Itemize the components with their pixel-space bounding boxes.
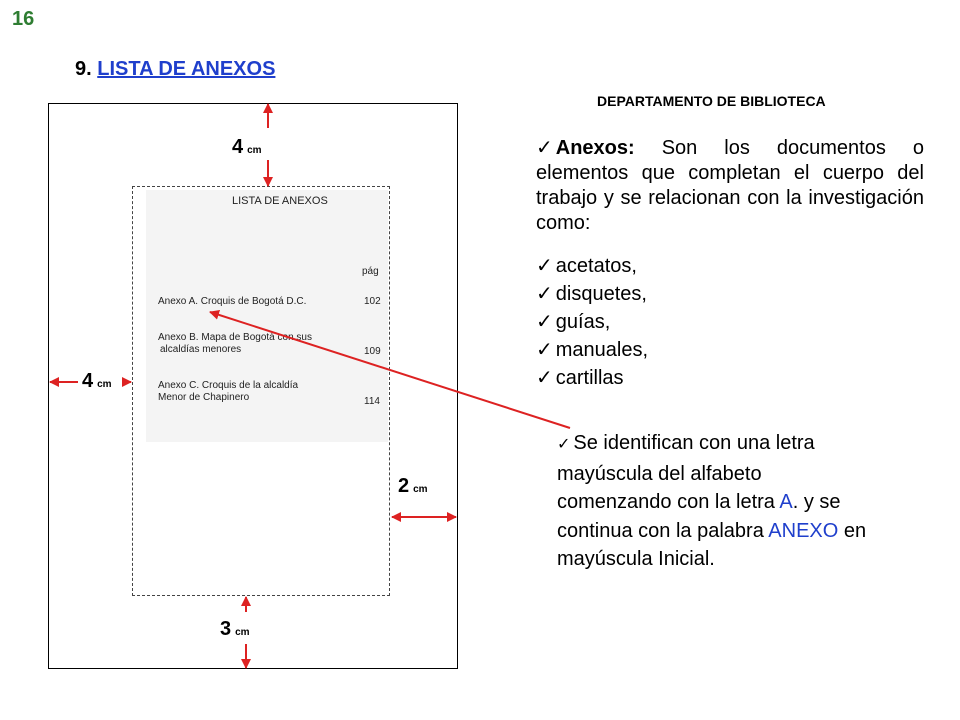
check-icon: ✓	[536, 367, 553, 389]
sample-page-title: LISTA DE ANEXOS	[232, 195, 328, 207]
list-item: ✓ disquetes,	[536, 280, 648, 308]
sample-entry: Anexo C. Croquis de la alcaldía Menor de Chapinero	[158, 380, 299, 403]
list-item: ✓ guías,	[536, 308, 648, 336]
sample-entry-page: 102	[364, 296, 381, 307]
department-label: DEPARTAMENTO DE BIBLIOTECA	[597, 93, 826, 109]
anexos-definition: ✓ Anexos: Son los documentos o elementos que completan el cuerpo del trabajo y se relacionan con la investigación como:	[536, 137, 924, 234]
identify-note: ✓ Se identifican con una letra mayúscula del alfabeto comenzando con la letra A. y se continua con la palabra ANEXO en mayúscula Inicial.	[557, 432, 867, 570]
check-icon: ✓	[536, 283, 553, 305]
check-icon: ✓	[536, 311, 553, 333]
check-icon: ✓	[557, 436, 571, 453]
slide-number: 16	[12, 8, 35, 30]
check-icon: ✓	[536, 255, 553, 277]
sample-entry: Anexo A. Croquis de Bogotá D.C.	[158, 296, 307, 307]
margin-top-label: 4 cm	[232, 136, 262, 158]
list-item: ✓ cartillas	[536, 364, 648, 392]
sample-entry-page: 109	[364, 346, 381, 357]
list-item: ✓ manuales,	[536, 336, 648, 364]
margin-left-label: 4 cm	[82, 370, 112, 392]
margin-bottom-label: 3 cm	[220, 618, 250, 640]
section-title-link[interactable]: LISTA DE ANEXOS	[97, 58, 276, 80]
margin-right-label: 2 cm	[398, 475, 428, 497]
check-icon: ✓	[536, 339, 553, 361]
sample-page-header: pág	[362, 266, 379, 277]
list-item: ✓ acetatos,	[536, 252, 648, 280]
arrow-pointer	[210, 312, 570, 428]
section-number: 9.	[75, 58, 92, 80]
examples-list	[536, 252, 648, 392]
sample-entry-page: 114	[364, 396, 380, 407]
sample-entry: Anexo B. Mapa de Bogotá con sus alcaldías menores	[158, 332, 312, 355]
check-icon: ✓	[536, 137, 553, 159]
